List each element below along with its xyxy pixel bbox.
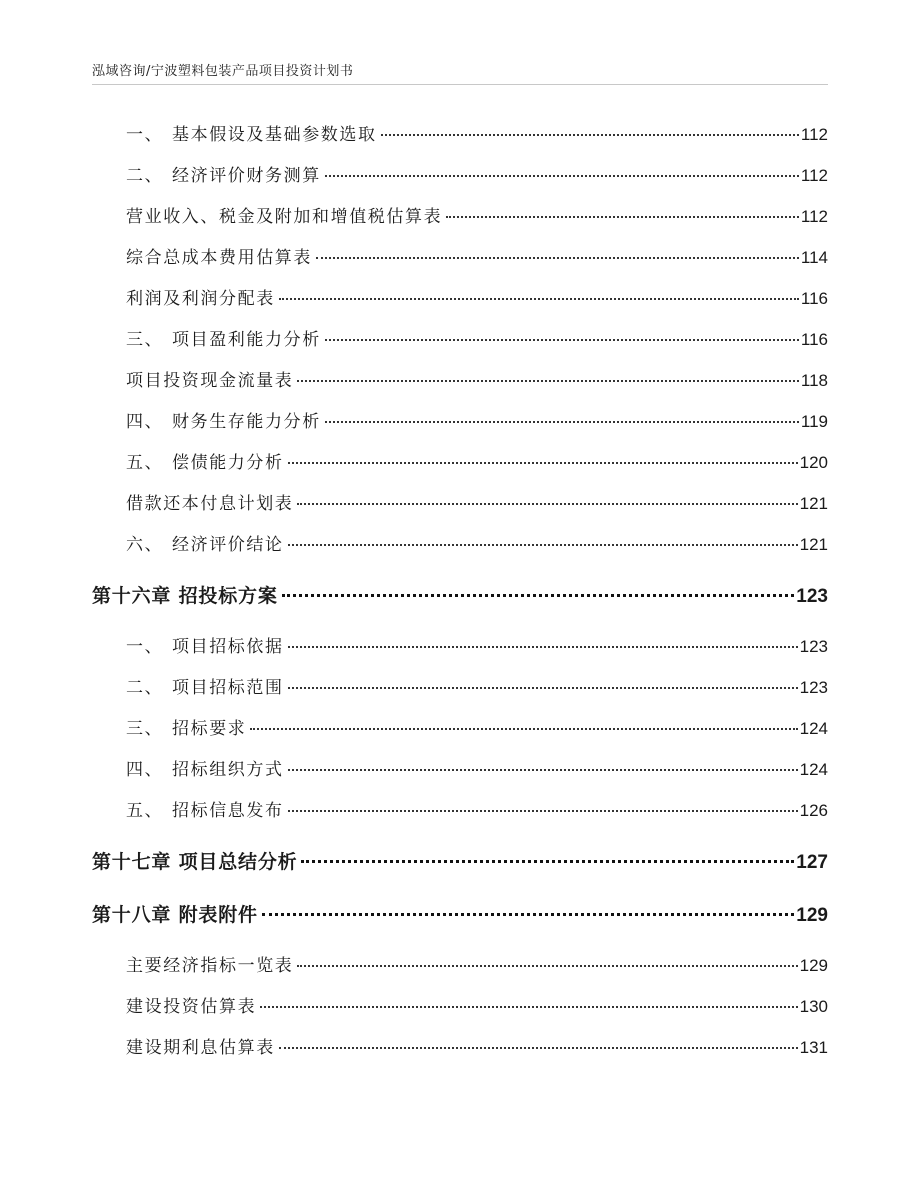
toc-entry-text: 利润及利润分配表 (126, 289, 275, 309)
toc-entry-title (126, 1037, 275, 1059)
toc-entry-text: 主要经济指标一览表 (126, 956, 294, 976)
toc-section-entry[interactable] (126, 759, 828, 781)
toc-page-number: 120 (799, 453, 828, 472)
toc-section-entry[interactable] (126, 996, 828, 1018)
toc-page-number: 118 (800, 371, 828, 390)
toc-page-number: 116 (800, 289, 828, 308)
toc-entry-title (126, 636, 284, 658)
toc-entry-title (126, 370, 293, 392)
toc-entry-title (126, 996, 256, 1018)
toc-entry-title (92, 903, 258, 927)
toc-section-entry[interactable] (126, 534, 828, 556)
toc-entry-text: 第十七章 项目总结分析 (92, 851, 298, 873)
toc-entry-title (126, 288, 275, 310)
toc-dot-leader (279, 1047, 798, 1049)
toc-entry-title (126, 955, 293, 977)
toc-entry-text: 经济评价财务测算 (172, 166, 321, 186)
toc-entry-text: 营业收入、税金及附加和增值税估算表 (126, 207, 443, 227)
toc-entry-title (126, 411, 321, 433)
toc-section-entry[interactable] (126, 288, 828, 310)
toc-entry-number: 一、 (126, 637, 164, 657)
toc-page-number: 121 (799, 494, 828, 513)
toc-page-number: 124 (799, 760, 828, 779)
toc-page-number: 119 (800, 412, 828, 431)
toc-page-number: 123 (799, 637, 828, 656)
toc-dot-leader (288, 687, 798, 689)
toc-section-entry[interactable] (126, 1037, 828, 1059)
toc-entry-title (126, 206, 442, 228)
toc-entry-title (126, 677, 284, 699)
toc-section-entry[interactable] (126, 165, 828, 187)
toc-entry-text: 第十八章 附表附件 (92, 904, 258, 926)
toc-entry-number: 五、 (126, 801, 164, 821)
toc-dot-leader (262, 913, 794, 916)
toc-dot-leader (260, 1006, 797, 1008)
toc-section-entry[interactable] (126, 247, 828, 269)
toc-chapter-entry[interactable] (92, 903, 828, 928)
toc-entry-number: 四、 (126, 412, 164, 432)
toc-entry-title (126, 329, 321, 351)
toc-entry-number: 三、 (126, 330, 164, 350)
toc-section-entry[interactable] (126, 370, 828, 392)
toc-entry-title (126, 165, 321, 187)
toc-section-entry[interactable] (126, 411, 828, 433)
toc-entry-text: 项目投资现金流量表 (126, 371, 294, 391)
toc-page-number: 112 (800, 125, 828, 144)
toc-entry-text: 招标信息发布 (172, 801, 284, 821)
toc-entry-title (92, 850, 297, 874)
toc-section-entry[interactable] (126, 452, 828, 474)
toc-entry-number: 三、 (126, 719, 164, 739)
toc-entry-title (126, 493, 293, 515)
toc-section-entry[interactable] (126, 124, 828, 146)
toc-page-number: 116 (800, 330, 828, 349)
toc-dot-leader (288, 544, 798, 546)
toc-entry-title (92, 584, 278, 608)
toc-entry-text: 建设投资估算表 (126, 997, 257, 1017)
toc-page-number: 114 (800, 248, 828, 267)
toc-dot-leader (325, 339, 799, 341)
toc-section-entry[interactable] (126, 718, 828, 740)
toc-dot-leader (297, 503, 797, 505)
toc-section-entry[interactable] (126, 329, 828, 351)
toc-page-number: 112 (800, 207, 828, 226)
toc-page-number: 127 (796, 852, 828, 873)
toc-section-entry[interactable] (126, 493, 828, 515)
toc-entry-text: 偿债能力分析 (172, 453, 284, 473)
toc-entry-title (126, 759, 284, 781)
toc-entry-title (126, 247, 312, 269)
toc-entry-text: 招标组织方式 (172, 760, 284, 780)
toc-entry-number: 六、 (126, 535, 164, 555)
toc-entry-text: 项目招标依据 (172, 637, 284, 657)
toc-chapter-entry[interactable] (92, 850, 828, 875)
toc-entry-text: 借款还本付息计划表 (126, 494, 294, 514)
toc-dot-leader (288, 462, 798, 464)
toc-page-number: 123 (796, 586, 828, 607)
page-header: 泓域咨询/宁波塑料包装产品项目投资计划书 (92, 64, 354, 79)
toc-dot-leader (279, 298, 799, 300)
toc-entry-text: 项目盈利能力分析 (172, 330, 321, 350)
toc-page-number: 121 (799, 535, 828, 554)
toc-page-number: 126 (799, 801, 828, 820)
toc-entry-number: 五、 (126, 453, 164, 473)
toc-dot-leader (325, 175, 799, 177)
toc-section-entry[interactable] (126, 800, 828, 822)
toc-entry-text: 综合总成本费用估算表 (126, 248, 312, 268)
toc-entry-title (126, 124, 377, 146)
toc-entry-text: 基本假设及基础参数选取 (172, 125, 377, 145)
toc-section-entry[interactable] (126, 955, 828, 977)
toc-dot-leader (297, 380, 798, 382)
toc-entry-number: 二、 (126, 166, 164, 186)
toc-dot-leader (288, 810, 798, 812)
toc-entry-title (126, 800, 284, 822)
toc-dot-leader (381, 134, 799, 136)
toc-dot-leader (250, 728, 797, 730)
toc-page-number: 129 (799, 956, 828, 975)
toc-dot-leader (288, 646, 798, 648)
toc-entry-number: 二、 (126, 678, 164, 698)
toc-dot-leader (301, 860, 794, 863)
toc-entry-text: 财务生存能力分析 (172, 412, 321, 432)
toc-entry-number: 四、 (126, 760, 164, 780)
toc-dot-leader (316, 257, 799, 259)
toc-page-number: 131 (799, 1038, 828, 1057)
toc-entry-text: 经济评价结论 (172, 535, 284, 555)
toc-page-number: 123 (799, 678, 828, 697)
toc-entry-text: 建设期利息估算表 (126, 1038, 275, 1058)
toc-section-entry[interactable] (126, 677, 828, 699)
toc-dot-leader (446, 216, 799, 218)
toc-page-number: 130 (799, 997, 828, 1016)
toc-entry-text: 招标要求 (172, 719, 247, 739)
toc-section-entry[interactable] (126, 206, 828, 228)
toc-entry-title (126, 534, 284, 556)
toc-entry-text: 第十六章 招投标方案 (92, 585, 278, 607)
toc-page-number: 112 (800, 166, 828, 185)
toc-entry-title (126, 452, 284, 474)
toc-entry-number: 一、 (126, 125, 164, 145)
toc-page-number: 124 (799, 719, 828, 738)
toc-entry-text: 项目招标范围 (172, 678, 284, 698)
toc-chapter-entry[interactable] (92, 584, 828, 609)
toc-section-entry[interactable] (126, 636, 828, 658)
toc-dot-leader (325, 421, 799, 423)
toc-dot-leader (282, 594, 795, 597)
toc-page-number: 129 (796, 905, 828, 926)
toc-dot-leader (288, 769, 798, 771)
toc-dot-leader (297, 965, 797, 967)
toc-entry-title (126, 718, 246, 740)
